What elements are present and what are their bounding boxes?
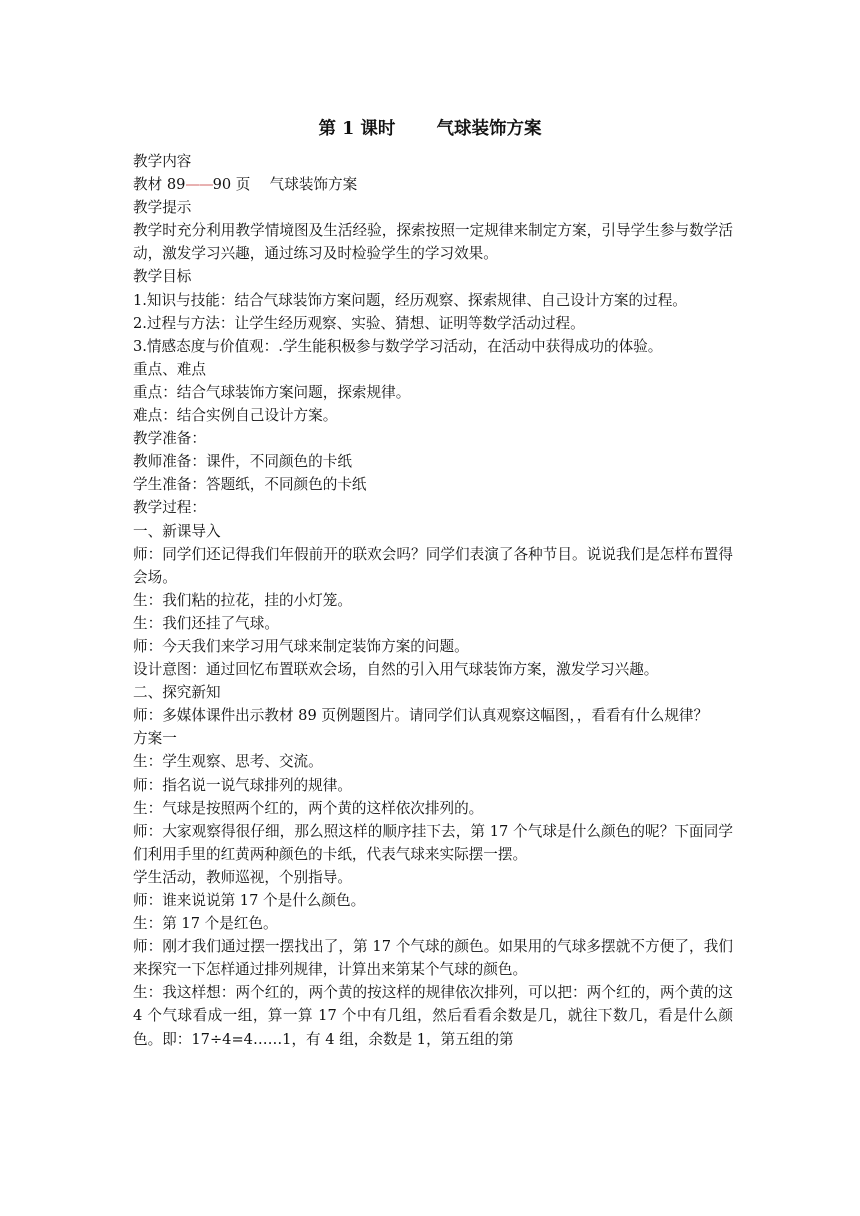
section-heading-hint: 教学提示 [133,199,192,217]
dialogue-line: 师：指名说一说气球排列的规律。 [133,776,352,794]
activity-line: 学生活动，教师巡视，个别指导。 [133,868,352,886]
paragraph-hint: 教学时充分利用教学情境图及生活经验，探索按照一定规律来制定方案，引导学生参与数学活动，激发学习兴趣，通过练习及时检验学生的学习效果。 [133,222,733,263]
student-preparation-line: 学生准备：答题纸，不同颜色的卡纸 [133,476,367,494]
plan-heading: 方案一 [133,730,177,748]
section-heading-content: 教学内容 [133,153,192,170]
dialogue-line: 生：我们还挂了气球。 [133,614,279,632]
dialogue-line: 生：学生观察、思考、交流。 [133,753,323,771]
dialogue-line: 师：多媒体课件出示教材 89 页例题图片。请同学们认真观察这幅图，，看看有什么规律？ [133,707,709,725]
difficulty-line: 难点：结合实例自己设计方案。 [133,407,338,425]
dialogue-line: 生：第 17 个是红色。 [133,915,278,933]
dialogue-line: 师：同学们还记得我们年假前开的联欢会吗？同学们表演了各种节目。说说我们是怎样布置得会场。 [133,545,733,586]
range-dash: —— [185,176,213,194]
dialogue-line: 生：我这样想：两个红的，两个黄的按这样的规律依次排列，可以把：两个红的，两个黄的这 4 个气球看成一组，算一算 17 个中有几组，然后看看余数是几，就往下数几，看是什么颜色。即：17÷4=4……1，有 4 组，余数是 1，第五组的第 [133,984,733,1048]
subsection-heading-explore: 二、探究新知 [133,684,221,702]
key-point-line: 重点：结合气球装饰方案问题，探索规律。 [133,383,411,401]
design-intent-line: 设计意图：通过回忆布置联欢会场，自然的引入用气球装饰方案，激发学习兴趣。 [133,661,659,679]
teacher-preparation-line: 教师准备：课件，不同颜色的卡纸 [133,453,352,471]
section-heading-key-points: 重点、难点 [133,360,206,378]
page-title: 第 1 课时 气球装饰方案 [318,119,542,139]
dialogue-line: 师：大家观察得很仔细，那么照这样的顺序挂下去，第 17 个气球是什么颜色的呢？下面同学们利用手里的红黄两种颜色的卡纸，代表气球来实际摆一摆。 [133,822,733,863]
dialogue-line: 生：气球是按照两个红的，两个黄的这样依次排列的。 [133,799,484,817]
textbook-pages-line [133,173,733,196]
goal-item-3: 3.情感态度与价值观：.学生能积极参与数学学习活动，在活动中获得成功的体验。 [133,337,663,355]
goal-item-1: 1.知识与技能：结合气球装饰方案问题，经历观察、探索规律、自己设计方案的过程。 [133,291,687,309]
textbook-pages-suffix: 90 页 气球装饰方案 [212,176,358,194]
dialogue-line: 师：谁来说说第 17 个是什么颜色。 [133,892,366,909]
section-heading-process: 教学过程： [133,499,206,517]
dialogue-line: 生：我们粘的拉花，挂的小灯笼。 [133,591,352,609]
goal-item-2: 2.过程与方法：让学生经历观察、实验、猜想、证明等数学活动过程。 [133,314,585,332]
document-body [133,150,733,1051]
textbook-pages-prefix: 教材 89 [133,176,186,194]
section-heading-goals: 教学目标 [133,268,192,286]
section-heading-preparation: 教学准备： [133,430,206,448]
subsection-heading-intro: 一、新课导入 [133,522,221,540]
dialogue-line: 师：刚才我们通过摆一摆找出了，第 17 个气球的颜色。如果用的气球多摆就不方便了，我们来探究一下怎样通过排列规律，计算出来第某个气球的颜色。 [133,938,733,979]
dialogue-line: 师：今天我们来学习用气球来制定装饰方案的问题。 [133,637,469,655]
